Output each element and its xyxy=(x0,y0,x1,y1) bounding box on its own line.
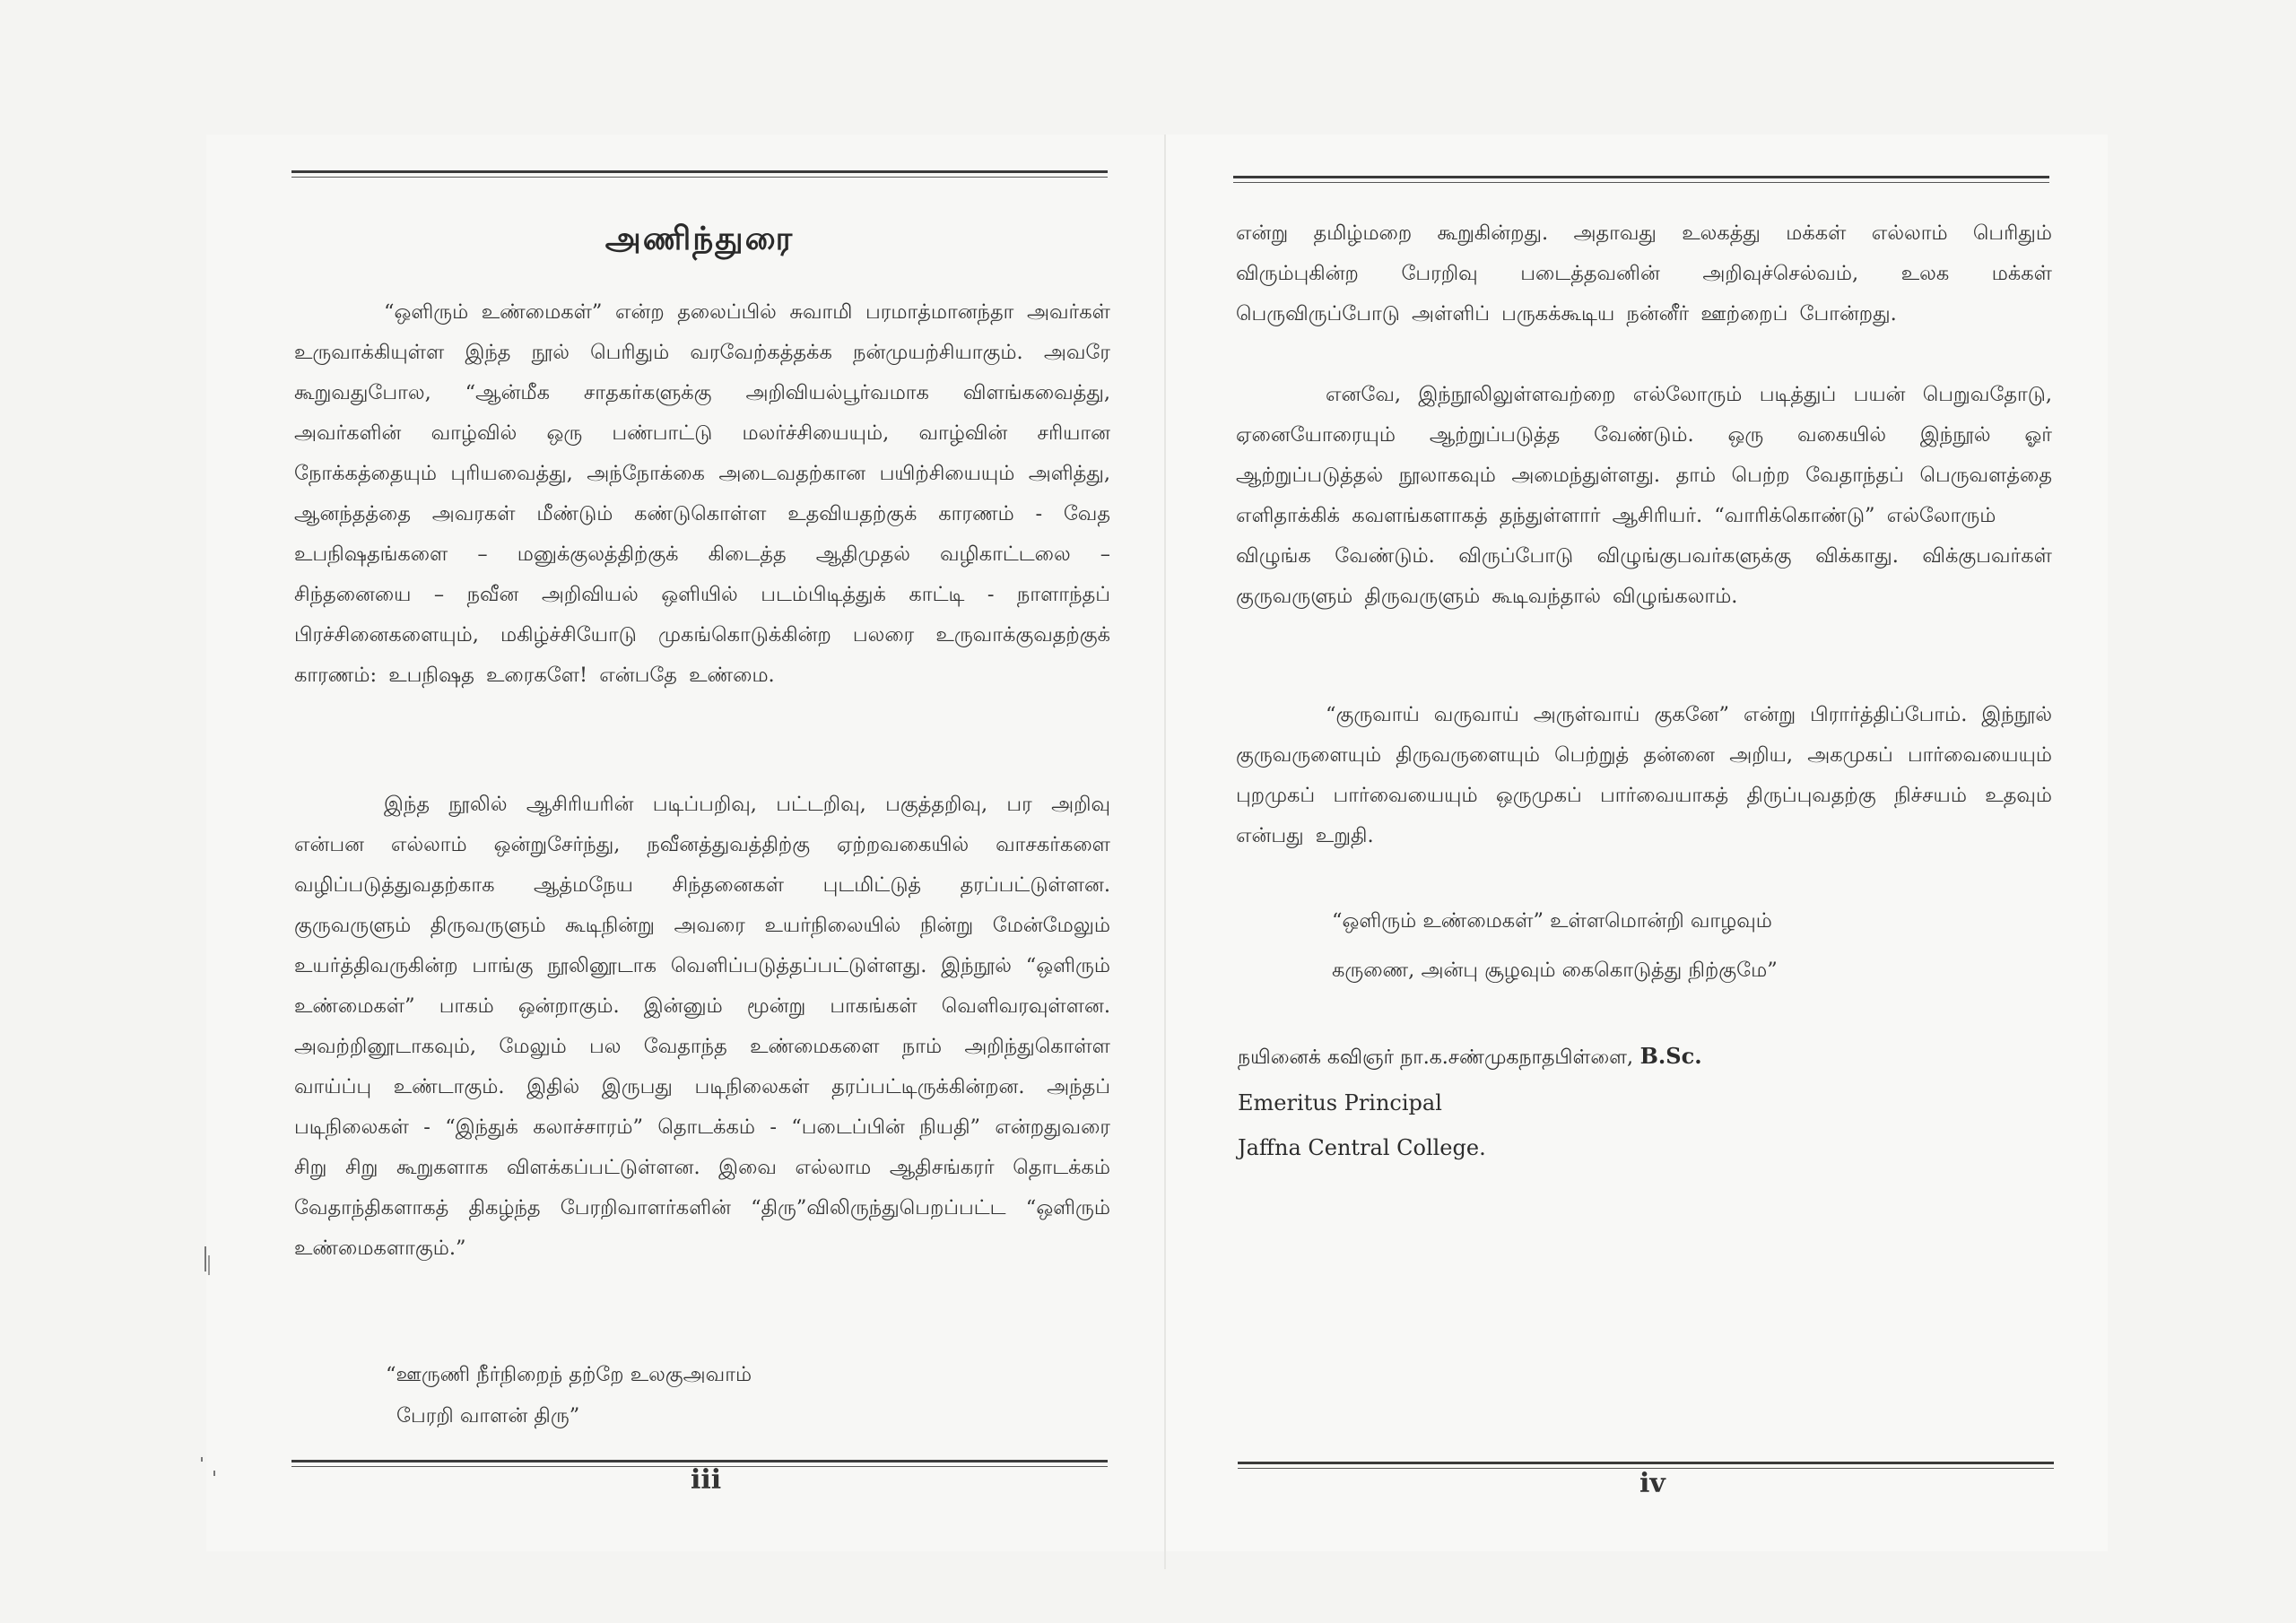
page-number-left: iii xyxy=(691,1464,722,1496)
scan-speck xyxy=(208,1255,210,1275)
right-paragraph-3: “குருவாய் வருவாய் அருள்வாய் குகனே” என்று பிரார்த்திப்போம். இந்நூல் குருவருளையும் திருவருளையும் பெற்றுத் தன்னை அறிய, அகமுகப் பார்வையையும் புறமுகப் பார்வையையும் ஒருமுகப் பார்வையாகத் திருப்புவதற்கு நிச்சயம் உதவும் என்பது உறுதி. xyxy=(1236,703,2052,847)
right-verse xyxy=(1332,897,1778,995)
left-paragraph-1: “ஒளிரும் உண்மைகள்” என்ற தலைப்பில் சுவாமி பரமாத்மானந்தா அவர்கள் உருவாக்கியுள்ள இந்த நூல் பெரிதும் வரவேற்கத்தக்க நன்முயற்சியாகும். அவரே கூறுவதுபோல, “ஆன்மீக சாதகர்களுக்கு அறிவியல்பூர்வமாக விளங்கவைத்து, அவர்களின் வாழ்வில் ஒரு பண்பாட்டு மலர்ச்சியையும், வாழ்வின் சரியான நோக்கத்தையும் புரியவைத்து, அந்நோக்கை அடைவதற்கான பயிற்சியையும் அளித்து, ஆனந்தத்தை அவரகள் மீண்டும் கண்டுகொள்ள உதவியதற்குக் காரணம் - வேத உபநிஷதங்களை – மனுக்குலத்திற்குக் கிடைத்த ஆதிமுதல் வழிகாட்டலை – சிந்தனையை – நவீன அறிவியல் ஒளியில் படம்பிடித்துக் காட்டி - நாளாந்தப் பிரச்சினைகளையும், மகிழ்ச்சியோடு முகங்கொடுக்கின்ற பலரை உருவாக்குவதற்குக் காரணம்: உபநிஷத உரைகளே! என்பதே உண்மை. xyxy=(294,300,1110,687)
bottom-rule-left xyxy=(291,1460,1108,1462)
bottom-rule-right xyxy=(1238,1462,2054,1464)
right-verse-line-1: “ஒளிரும் உண்மைகள்” உள்ளமொன்றி வாழவும் xyxy=(1332,909,1772,933)
signoff-block xyxy=(1238,1034,1702,1170)
signoff-degree: B.Sc. xyxy=(1639,1043,1702,1069)
right-paragraph-2 xyxy=(1236,375,2052,617)
top-rule-left xyxy=(291,170,1108,173)
left-verse xyxy=(386,1354,752,1436)
scan-speck xyxy=(204,1246,206,1271)
book-gutter xyxy=(1164,135,1166,1569)
right-paragraph-2-part-b: விழுங்க வேண்டும். விருப்போடு விழுங்குபவர்களுக்கு விக்காது. விக்குபவர்கள் குருவருளும் திருவருளும் கூடிவந்தால் விழுங்கலாம். xyxy=(1236,544,2052,608)
right-paragraph-1: என்று தமிழ்மறை கூறுகின்றது. அதாவது உலகத்து மக்கள் எல்லாம் பெரிதும் விரும்புகின்ற பேரறிவு படைத்தவனின் அறிவுச்செல்வம், உலக மக்கள் பெருவிருப்போடு அள்ளிப் பருகக்கூடிய நன்னீர் ஊற்றைப் போன்றது. xyxy=(1236,221,2052,325)
scan-speck xyxy=(213,1471,215,1476)
scan-speck xyxy=(201,1457,203,1462)
left-verse-line-2: பேரறி வாளன் திரு” xyxy=(396,1404,580,1428)
top-rule-right xyxy=(1233,176,2049,178)
page-title: அணிந்துரை xyxy=(604,220,795,257)
signoff-name-line xyxy=(1238,1034,1702,1081)
signoff-college: Jaffna Central College. xyxy=(1238,1135,1486,1160)
page-number-right: iv xyxy=(1639,1468,1665,1499)
right-verse-line-2: கருணை, அன்பு சூழவும் கைகொடுத்து நிற்குமே” xyxy=(1332,959,1778,982)
right-paragraph-2-part-a: எனவே, இந்நூலிலுள்ளவற்றை எல்லோரும் படித்துப் பயன் பெறுவதோடு, ஏனையோரையும் ஆற்றுப்படுத்த வேண்டும். ஒரு வகையில் இந்நூல் ஓர் ஆற்றுப்படுத்தல் நூலாகவும் அமைந்துள்ளது. தாம் பெற்ற வேதாந்தப் பெருவளத்தை எளிதாக்கிக் கவளங்களாகத் தந்துள்ளார் ஆசிரியர். “வாரிக்கொண்டு” எல்லோரும் xyxy=(1236,383,2052,527)
left-paragraph-2: இந்த நூலில் ஆசிரியரின் படிப்பறிவு, பட்டறிவு, பகுத்தறிவு, பர அறிவு என்பன எல்லாம் ஒன்றுசேர்ந்து, நவீனத்துவத்திற்கு ஏற்றவகையில் வாசகர்களை வழிப்படுத்துவதற்காக ஆத்மநேய சிந்தனைகள் புடமிட்டுத் தரப்பட்டுள்ளன. குருவருளும் திருவருளும் கூடிநின்று அவரை உயர்நிலையில் நின்று மேன்மேலும் உயர்த்திவருகின்ற பாங்கு நூலினூடாக வெளிப்படுத்தப்பட்டுள்ளது. இந்நூல் “ஒளிரும் உண்மைகள்” பாகம் ஒன்றாகும். இன்னும் மூன்று பாகங்கள் வெளிவரவுள்ளன. அவற்றினூடாகவும், மேலும் பல வேதாந்த உண்மைகளை நாம் அறிந்துகொள்ள வாய்ப்பு உண்டாகும். இதில் இருபது படிநிலைகள் தரப்பட்டிருக்கின்றன. அந்தப் படிநிலைகள் - “இந்துக் கலாச்சாரம்” தொடக்கம் - “படைப்பின் நியதி” என்றதுவரை சிறு சிறு கூறுகளாக விளக்கப்பட்டுள்ளன. இவை எல்லாம ஆதிசங்கரர் தொடக்கம் வேதாந்திகளாகத் திகழ்ந்த பேரறிவாளர்களின் “திரு”விலிருந்துபெறப்பட்ட “ஒளிரும் உண்மைகளாகும்.” xyxy=(294,793,1110,1260)
left-verse-line-1: “ஊருணி நீர்நிறைந் தற்றே உலகுஅவாம் xyxy=(386,1363,752,1386)
signoff-title: Emeritus Principal xyxy=(1238,1090,1442,1115)
signoff-name: நயினைக் கவிஞர் நா.க.சண்முகநாதபிள்ளை, xyxy=(1238,1046,1633,1069)
